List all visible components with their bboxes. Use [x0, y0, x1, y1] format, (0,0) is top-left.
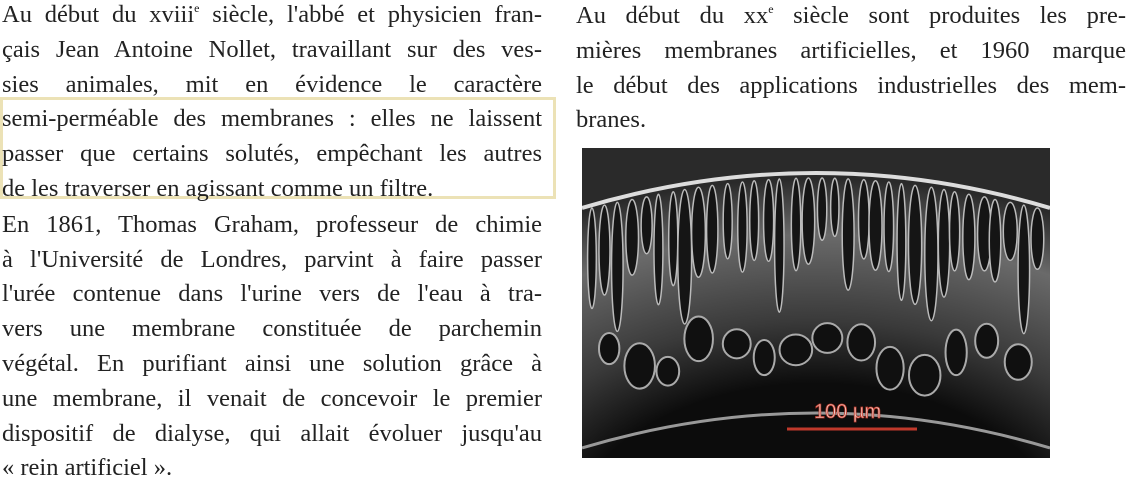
pore	[599, 333, 619, 364]
pore	[1005, 344, 1032, 380]
pore	[723, 184, 732, 259]
text-line: passer que certains solutés, empêchant les autres	[2, 140, 542, 168]
pore	[669, 192, 678, 286]
text-line: çais Jean Antoine Nollet, travaillant sur des ves-	[2, 35, 542, 63]
pore	[775, 179, 784, 312]
pore	[707, 185, 718, 273]
text-line: une membrane, il venait de concevoir le premier	[2, 384, 542, 412]
pore	[684, 317, 713, 362]
scale-bar-label: 100 µm	[814, 401, 882, 423]
pore	[791, 178, 800, 270]
pore	[754, 340, 775, 375]
pore	[678, 189, 692, 324]
pore	[897, 184, 906, 301]
pore	[989, 200, 1001, 282]
pore	[950, 192, 960, 271]
pore	[925, 187, 938, 320]
pore	[780, 334, 813, 365]
text-line: dispositif de dialyse, qui allait évoluer jusqu'au	[2, 419, 542, 447]
text-line: Au début du xviii$^e$ siècle, l'abbé et physicien fran-	[2, 1, 542, 28]
text-line: branes.	[576, 106, 647, 134]
pore	[612, 202, 624, 331]
text-line: En 1861, Thomas Graham, professeur de chimie	[2, 210, 542, 238]
text-line: « rein artificiel ».	[2, 454, 173, 482]
micrograph-image	[582, 148, 1050, 458]
pore	[963, 194, 975, 279]
pore	[909, 355, 940, 396]
pore	[884, 182, 894, 272]
pore	[812, 323, 842, 353]
membrane-micrograph	[582, 148, 1050, 458]
pore	[847, 324, 875, 360]
pore	[599, 205, 610, 295]
pore	[876, 347, 903, 390]
left-column	[2, 0, 542, 486]
pore	[588, 208, 597, 308]
pore	[750, 181, 759, 261]
text-line: de les traverser en agissant comme un filtre.	[2, 174, 434, 202]
pore	[641, 197, 652, 254]
pore	[909, 185, 922, 304]
pore	[738, 182, 747, 272]
text-line: à l'Université de Londres, parvint à faire passer	[2, 245, 542, 273]
text-line: semi-perméable des membranes : elles ne laissent	[2, 105, 542, 133]
pore	[1003, 202, 1017, 260]
paragraph-graham	[2, 208, 542, 486]
pore	[1031, 208, 1044, 269]
pore	[624, 343, 655, 388]
pore	[692, 187, 706, 277]
text-line: l'urée contenue dans l'urine vers de l'eau à tra-	[2, 280, 542, 308]
pore	[1018, 205, 1030, 334]
text-line: mières membranes artificielles, et 1960 marque	[576, 36, 1126, 64]
text-line: vers une membrane constituée de parchemin	[2, 315, 542, 343]
text-line: végétal. En purifiant ainsi une solution grâce à	[2, 349, 542, 377]
pore	[723, 329, 751, 358]
paragraph-nollet	[2, 0, 542, 207]
pore	[654, 194, 663, 304]
pore	[869, 181, 882, 270]
pore	[626, 200, 639, 276]
pore	[817, 178, 826, 240]
pore	[842, 179, 854, 290]
pore	[656, 357, 679, 386]
pore	[831, 178, 839, 236]
right-column	[576, 0, 1126, 138]
pore	[975, 324, 998, 358]
pore	[859, 180, 870, 259]
text-line: le début des applications industrielles des mem-	[576, 71, 1126, 99]
pore	[946, 330, 967, 376]
text-line: sies animales, mit en évidence le caractère	[2, 70, 542, 98]
pore	[802, 178, 815, 264]
text-line: Au début du $xx^e$ siècle sont produites les pre-	[576, 2, 1127, 29]
pore	[764, 180, 774, 262]
pore	[938, 189, 949, 297]
